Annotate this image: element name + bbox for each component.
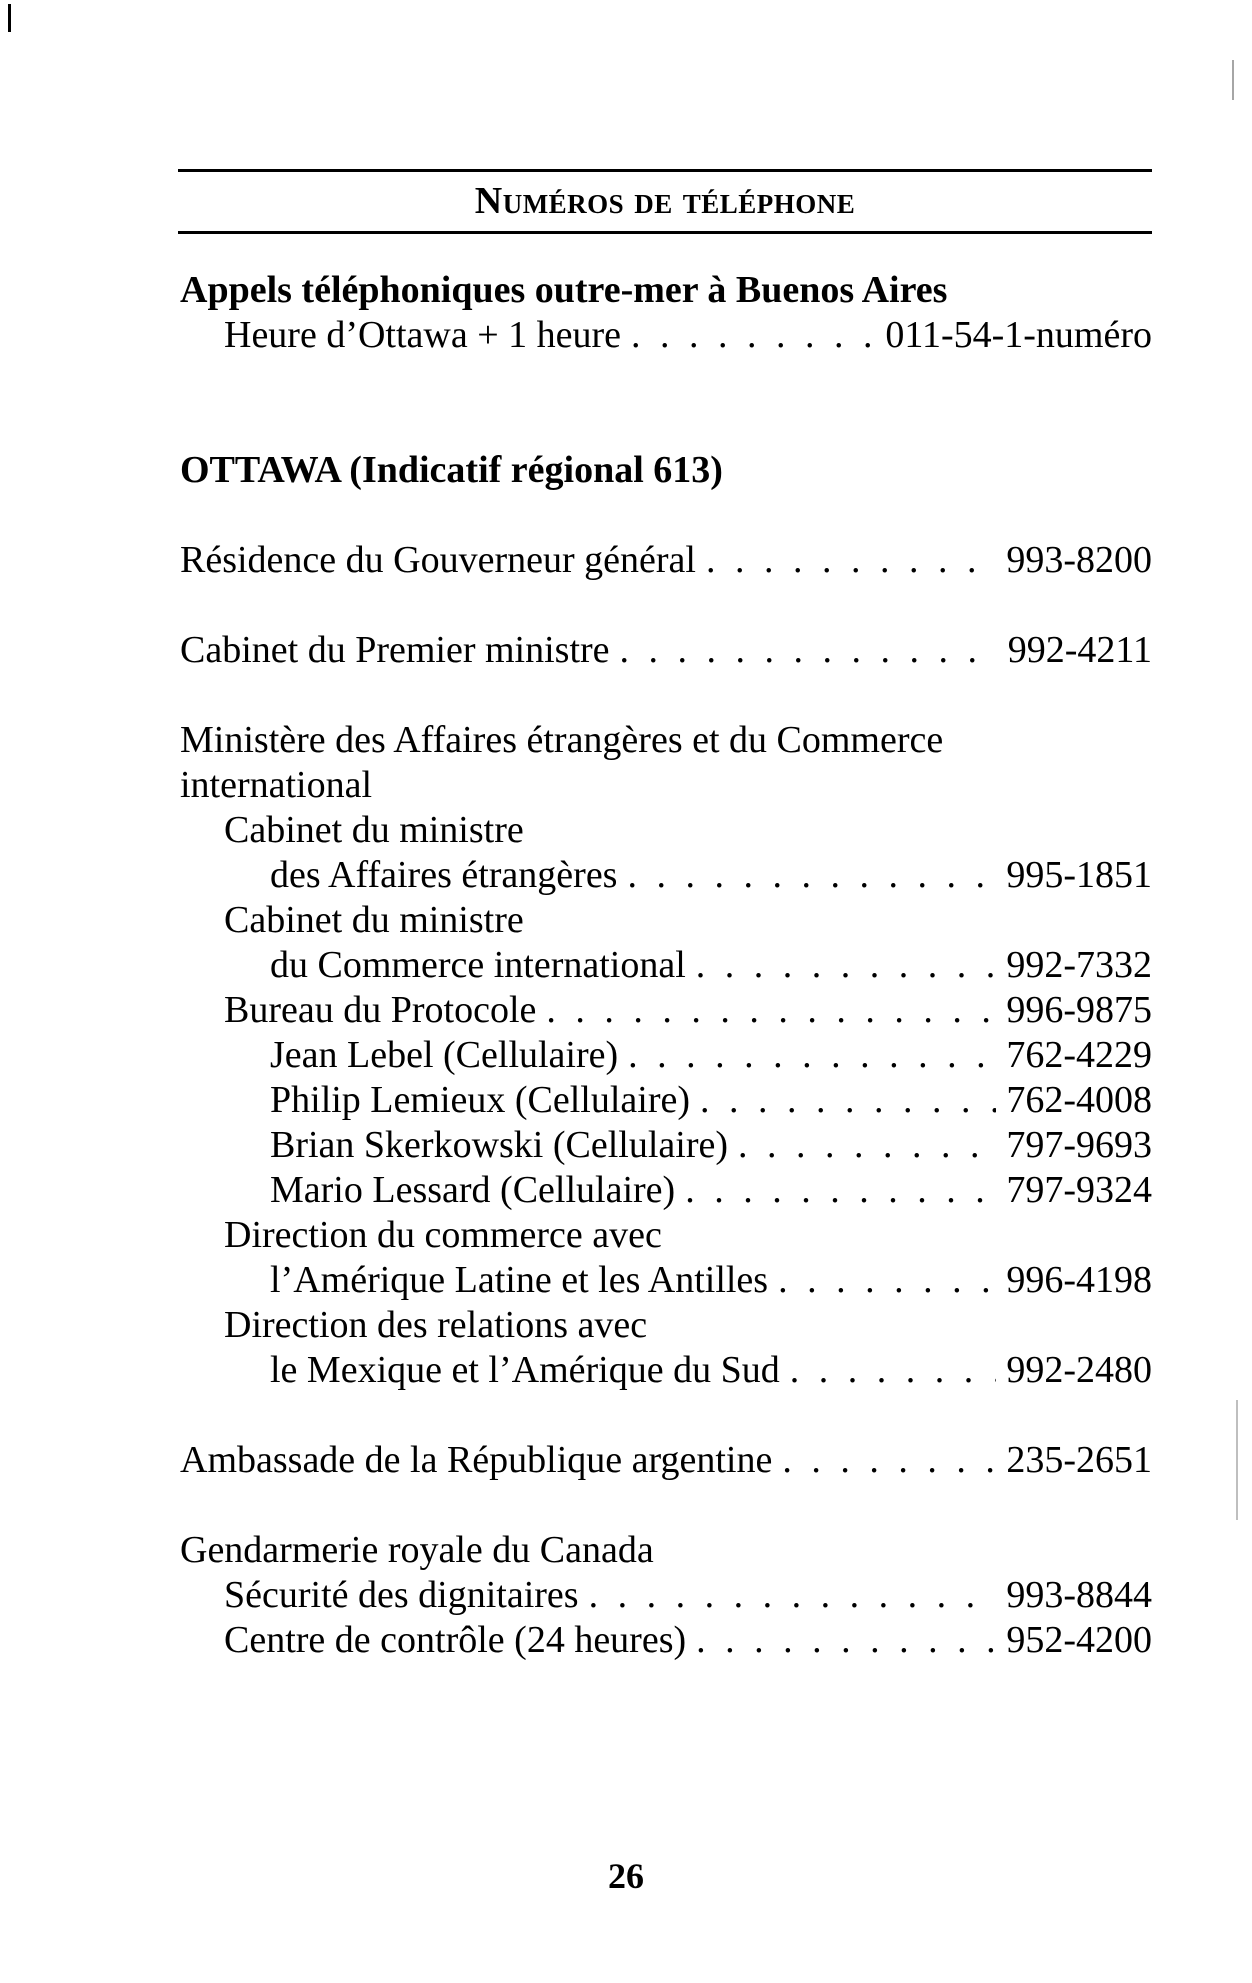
leader-dots [696, 943, 997, 988]
heading-rule-bottom [178, 231, 1152, 234]
subgroup-title: Cabinet du ministre [224, 809, 524, 851]
directory-entry [180, 1438, 1152, 1483]
entry-label: Jean Lebel (Cellulaire) [270, 1034, 619, 1076]
entry-label: Sécurité des dignitaires [224, 1574, 579, 1616]
leader-dots [706, 538, 996, 583]
phone-directory [180, 268, 1152, 1663]
entry-number: 992-4211 [1007, 629, 1152, 671]
contact-entry [180, 1168, 1152, 1213]
directory-entry [180, 538, 1152, 583]
leader-dots [700, 1078, 996, 1123]
entry-label: Résidence du Gouverneur général [180, 539, 696, 581]
directory-entry [180, 1258, 1152, 1303]
entry-label: Philip Lemieux (Cellulaire) [270, 1079, 691, 1121]
entry-number: 797-9693 [1006, 1124, 1152, 1166]
entry-number: 992-7332 [1006, 944, 1152, 986]
entry-label: Ambassade de la République argentine [180, 1439, 773, 1481]
overseas-title: Appels téléphoniques outre-mer à Buenos Aires [180, 269, 948, 311]
contact-entry [180, 1078, 1152, 1123]
directory-entry [180, 1348, 1152, 1393]
entry-number: 993-8200 [1006, 539, 1152, 581]
rcmp-title: Gendarmerie royale du Canada [180, 1529, 654, 1571]
ottawa-section-title: OTTAWA (Indicatif régional 613) [180, 449, 723, 491]
leader-dots [738, 1123, 996, 1168]
entry-number: 995-1851 [1006, 854, 1152, 896]
scan-mark [8, 4, 11, 32]
entry-label: Cabinet du Premier ministre [180, 629, 610, 671]
entry-number: 996-4198 [1006, 1259, 1152, 1301]
entry-number: 762-4229 [1006, 1034, 1152, 1076]
directory-entry [180, 988, 1152, 1033]
entry-number: 011-54-1-numéro [885, 314, 1152, 356]
subgroup-title: Direction du commerce avec [224, 1214, 662, 1256]
leader-dots [696, 1618, 996, 1663]
ministry-title: Ministère des Affaires étrangères et du Commerce [180, 719, 944, 761]
contact-entry [180, 1123, 1152, 1168]
leader-dots [631, 313, 875, 358]
entry-label: Centre de contrôle (24 heures) [224, 1619, 687, 1661]
leader-dots [790, 1348, 997, 1393]
entry-label: Bureau du Protocole [224, 989, 537, 1031]
entry-label: Heure d’Ottawa + 1 heure [224, 314, 622, 356]
entry-label: le Mexique et l’Amérique du Sud [270, 1349, 780, 1391]
leader-dots [546, 988, 996, 1033]
directory-entry [180, 1618, 1152, 1663]
scan-mark [1236, 1400, 1238, 1520]
leader-dots [778, 1258, 996, 1303]
leader-dots [620, 628, 998, 673]
leader-dots [685, 1168, 996, 1213]
entry-label: des Affaires étrangères [270, 854, 618, 896]
subgroup-title: Cabinet du ministre [224, 899, 524, 941]
entry-number: 235-2651 [1006, 1439, 1152, 1481]
entry-label: Brian Skerkowski (Cellulaire) [270, 1124, 729, 1166]
entry-number: 996-9875 [1006, 989, 1152, 1031]
entry-label: du Commerce international [270, 944, 686, 986]
heading-rule-top [178, 169, 1152, 172]
page-heading: Numéros de téléphone [474, 180, 856, 222]
scan-mark [1232, 60, 1234, 100]
ministry-title-continued: international [180, 764, 373, 806]
directory-entry [180, 628, 1152, 673]
leader-dots [627, 853, 996, 898]
entry-number: 992-2480 [1006, 1349, 1152, 1391]
leader-dots [628, 1033, 996, 1078]
entry-number: 952-4200 [1006, 1619, 1152, 1661]
directory-entry [180, 943, 1152, 988]
directory-entry [180, 853, 1152, 898]
entry-number: 797-9324 [1006, 1169, 1152, 1211]
subgroup-title: Direction des relations avec [224, 1304, 648, 1346]
page-number: 26 [608, 1856, 644, 1896]
entry-number: 762-4008 [1006, 1079, 1152, 1121]
entry-number: 993-8844 [1006, 1574, 1152, 1616]
directory-entry [180, 313, 1152, 358]
directory-entry [180, 1573, 1152, 1618]
leader-dots [589, 1573, 997, 1618]
entry-label: Mario Lessard (Cellulaire) [270, 1169, 676, 1211]
leader-dots [782, 1438, 996, 1483]
entry-label: l’Amérique Latine et les Antilles [270, 1259, 769, 1301]
contact-entry [180, 1033, 1152, 1078]
